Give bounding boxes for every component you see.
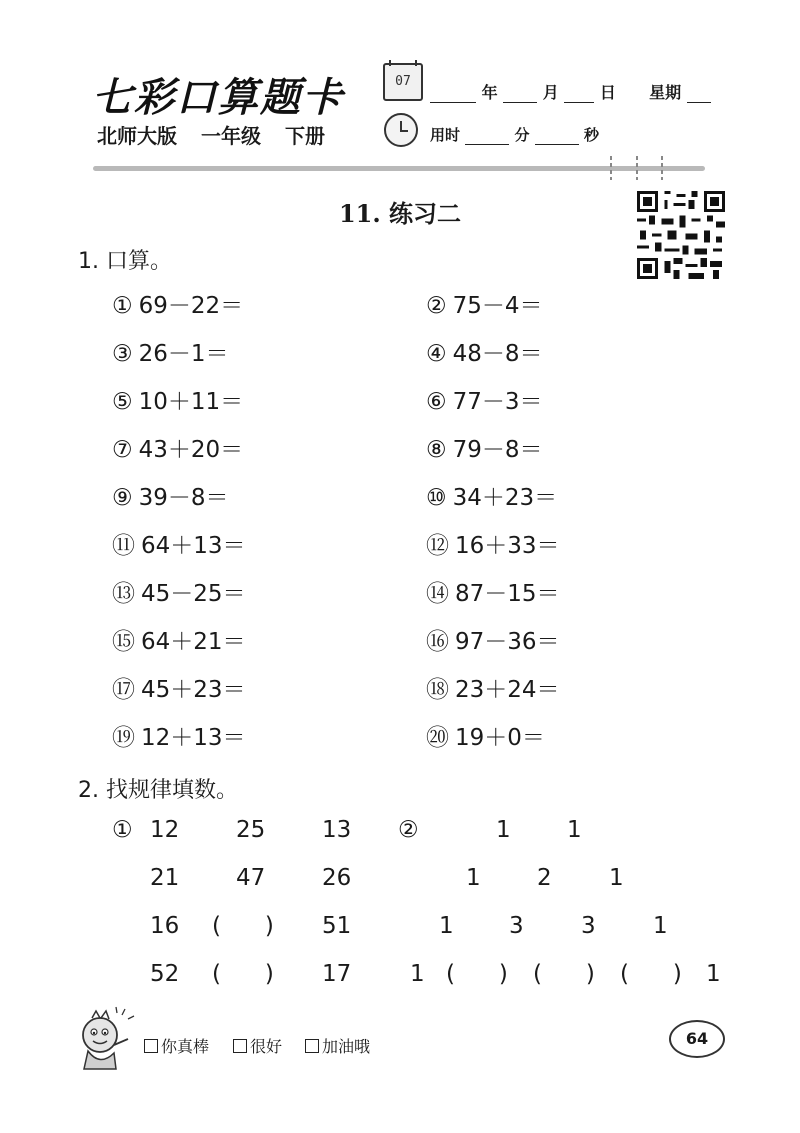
header-divider bbox=[93, 166, 705, 171]
problem-expression: 87－15＝ bbox=[455, 581, 560, 607]
arithmetic-problem bbox=[426, 623, 560, 656]
pattern-number: 1 bbox=[706, 961, 721, 987]
calendar-icon bbox=[383, 63, 423, 101]
year-label: 年 bbox=[481, 83, 498, 102]
problem-expression: 69－22＝ bbox=[138, 293, 244, 319]
problem-expression: 97－36＝ bbox=[455, 629, 560, 655]
problem-number: ⑥ bbox=[426, 389, 447, 415]
problem-number: ⑯ bbox=[426, 629, 449, 655]
problem-number: ⑤ bbox=[112, 389, 133, 415]
answer-blank[interactable]: ( ) bbox=[446, 961, 508, 987]
problem-expression: 43＋20＝ bbox=[138, 437, 244, 463]
section2-heading: 2. 找规律填数。 bbox=[78, 778, 238, 803]
part1-number: ① bbox=[112, 817, 133, 843]
arithmetic-problem bbox=[426, 287, 543, 320]
day-label: 日 bbox=[599, 83, 616, 102]
pattern-number: 1 bbox=[567, 817, 582, 843]
pattern-number: 52 bbox=[150, 961, 180, 987]
problem-number: ② bbox=[426, 293, 447, 319]
month-blank[interactable] bbox=[503, 86, 537, 103]
problem-number: ⑭ bbox=[426, 581, 449, 607]
pattern-number: 2 bbox=[537, 865, 552, 891]
seconds-label: 秒 bbox=[583, 126, 599, 144]
problem-number: ① bbox=[112, 293, 133, 319]
divider-tick bbox=[661, 156, 663, 180]
mascot-icon bbox=[70, 1005, 140, 1071]
section1-heading: 1. 口算。 bbox=[78, 249, 172, 274]
month-label: 月 bbox=[542, 83, 559, 102]
answer-blank[interactable]: ( ) bbox=[212, 961, 274, 987]
problem-expression: 48－8＝ bbox=[452, 341, 543, 367]
clock-icon bbox=[384, 113, 418, 147]
problem-expression: 45＋23＝ bbox=[141, 677, 246, 703]
problem-number: ③ bbox=[112, 341, 133, 367]
problem-number: ⑳ bbox=[426, 725, 449, 751]
problem-expression: 19＋0＝ bbox=[455, 725, 545, 751]
problem-expression: 34＋23＝ bbox=[452, 485, 558, 511]
arithmetic-problem bbox=[112, 527, 246, 560]
pattern-number: 47 bbox=[236, 865, 266, 891]
divider-tick bbox=[610, 156, 612, 180]
problem-number: ⑫ bbox=[426, 533, 449, 559]
problem-expression: 26－1＝ bbox=[138, 341, 229, 367]
pattern-number: 16 bbox=[150, 913, 180, 939]
problem-expression: 45－25＝ bbox=[141, 581, 246, 607]
arithmetic-problem bbox=[426, 527, 560, 560]
pattern-number: 3 bbox=[581, 913, 596, 939]
rating-label: 你真棒 bbox=[161, 1037, 210, 1056]
pattern-number: 25 bbox=[236, 817, 266, 843]
qr-code-icon[interactable] bbox=[636, 191, 726, 279]
pattern-number: 12 bbox=[150, 817, 180, 843]
arithmetic-problem bbox=[426, 575, 560, 608]
problem-expression: 64＋21＝ bbox=[141, 629, 246, 655]
brand-title: 七彩口算题卡 bbox=[92, 74, 344, 121]
weekday-label: 星期 bbox=[649, 83, 682, 102]
problem-expression: 75－4＝ bbox=[452, 293, 543, 319]
problem-expression: 16＋33＝ bbox=[455, 533, 560, 559]
pattern-number: 1 bbox=[439, 913, 454, 939]
problem-number: ④ bbox=[426, 341, 447, 367]
arithmetic-problem bbox=[112, 719, 246, 752]
pattern-number: 1 bbox=[410, 961, 425, 987]
arithmetic-problem bbox=[112, 335, 229, 368]
problem-number: ⑨ bbox=[112, 485, 133, 511]
problem-number: ⑲ bbox=[112, 725, 135, 751]
rating-checkbox[interactable] bbox=[144, 1039, 158, 1053]
arithmetic-problem bbox=[426, 383, 543, 416]
answer-blank[interactable]: ( ) bbox=[533, 961, 595, 987]
problem-number: ⑪ bbox=[112, 533, 135, 559]
pattern-number: 1 bbox=[496, 817, 511, 843]
date-fields bbox=[430, 80, 711, 103]
page-number: 64 bbox=[669, 1020, 725, 1058]
minutes-blank[interactable] bbox=[465, 128, 509, 145]
volume-label: 下册 bbox=[285, 124, 325, 148]
calendar-label: 07 bbox=[395, 74, 411, 89]
answer-blank[interactable]: ( ) bbox=[212, 913, 274, 939]
arithmetic-problem bbox=[112, 431, 243, 464]
pattern-number: 13 bbox=[322, 817, 352, 843]
problem-expression: 23＋24＝ bbox=[455, 677, 560, 703]
problem-number: ⑬ bbox=[112, 581, 135, 607]
arithmetic-problem bbox=[112, 623, 246, 656]
seconds-blank[interactable] bbox=[535, 128, 579, 145]
problem-number: ⑮ bbox=[112, 629, 135, 655]
grade-label: 一年级 bbox=[201, 124, 261, 148]
arithmetic-problem bbox=[112, 479, 229, 512]
problem-expression: 12＋13＝ bbox=[141, 725, 246, 751]
arithmetic-problem bbox=[112, 671, 246, 704]
rating-label: 很好 bbox=[250, 1037, 283, 1056]
problem-expression: 64＋13＝ bbox=[141, 533, 246, 559]
year-blank[interactable] bbox=[430, 86, 476, 103]
problem-number: ⑩ bbox=[426, 485, 447, 511]
pattern-number: 17 bbox=[322, 961, 352, 987]
problem-expression: 77－3＝ bbox=[452, 389, 543, 415]
arithmetic-problem bbox=[112, 383, 243, 416]
pattern-number: 1 bbox=[466, 865, 481, 891]
part2-number: ② bbox=[398, 817, 419, 843]
edition-info bbox=[97, 120, 349, 149]
minutes-label: 分 bbox=[514, 126, 530, 144]
weekday-blank[interactable] bbox=[687, 86, 711, 103]
arithmetic-problem bbox=[112, 287, 243, 320]
day-blank[interactable] bbox=[564, 86, 594, 103]
problem-number: ⑱ bbox=[426, 677, 449, 703]
rating-checkbox[interactable] bbox=[233, 1039, 247, 1053]
arithmetic-problem bbox=[426, 671, 560, 704]
problem-expression: 10＋11＝ bbox=[138, 389, 244, 415]
arithmetic-problem bbox=[426, 431, 543, 464]
arithmetic-problem bbox=[426, 335, 543, 368]
pattern-number: 51 bbox=[322, 913, 352, 939]
problem-number: ⑦ bbox=[112, 437, 133, 463]
arithmetic-problem bbox=[112, 575, 246, 608]
lesson-title: 11. 练习二 bbox=[338, 199, 462, 228]
time-used-label: 用时 bbox=[430, 126, 461, 144]
problem-expression: 79－8＝ bbox=[452, 437, 543, 463]
publisher-label: 北师大版 bbox=[97, 124, 177, 148]
problem-expression: 39－8＝ bbox=[138, 485, 229, 511]
pattern-number: 1 bbox=[609, 865, 624, 891]
time-fields bbox=[430, 124, 599, 145]
rating-label: 加油哦 bbox=[322, 1037, 371, 1056]
rating-keep-going[interactable] bbox=[305, 1034, 370, 1057]
problem-number: ⑧ bbox=[426, 437, 447, 463]
rating-checkbox[interactable] bbox=[305, 1039, 319, 1053]
answer-blank[interactable]: ( ) bbox=[620, 961, 682, 987]
arithmetic-problem bbox=[426, 479, 557, 512]
rating-good[interactable] bbox=[233, 1034, 282, 1057]
pattern-number: 3 bbox=[509, 913, 524, 939]
problem-number: ⑰ bbox=[112, 677, 135, 703]
arithmetic-problem bbox=[426, 719, 545, 752]
divider-tick bbox=[636, 156, 638, 180]
rating-excellent[interactable] bbox=[144, 1034, 209, 1057]
pattern-number: 1 bbox=[653, 913, 668, 939]
pattern-number: 21 bbox=[150, 865, 180, 891]
pattern-number: 26 bbox=[322, 865, 352, 891]
